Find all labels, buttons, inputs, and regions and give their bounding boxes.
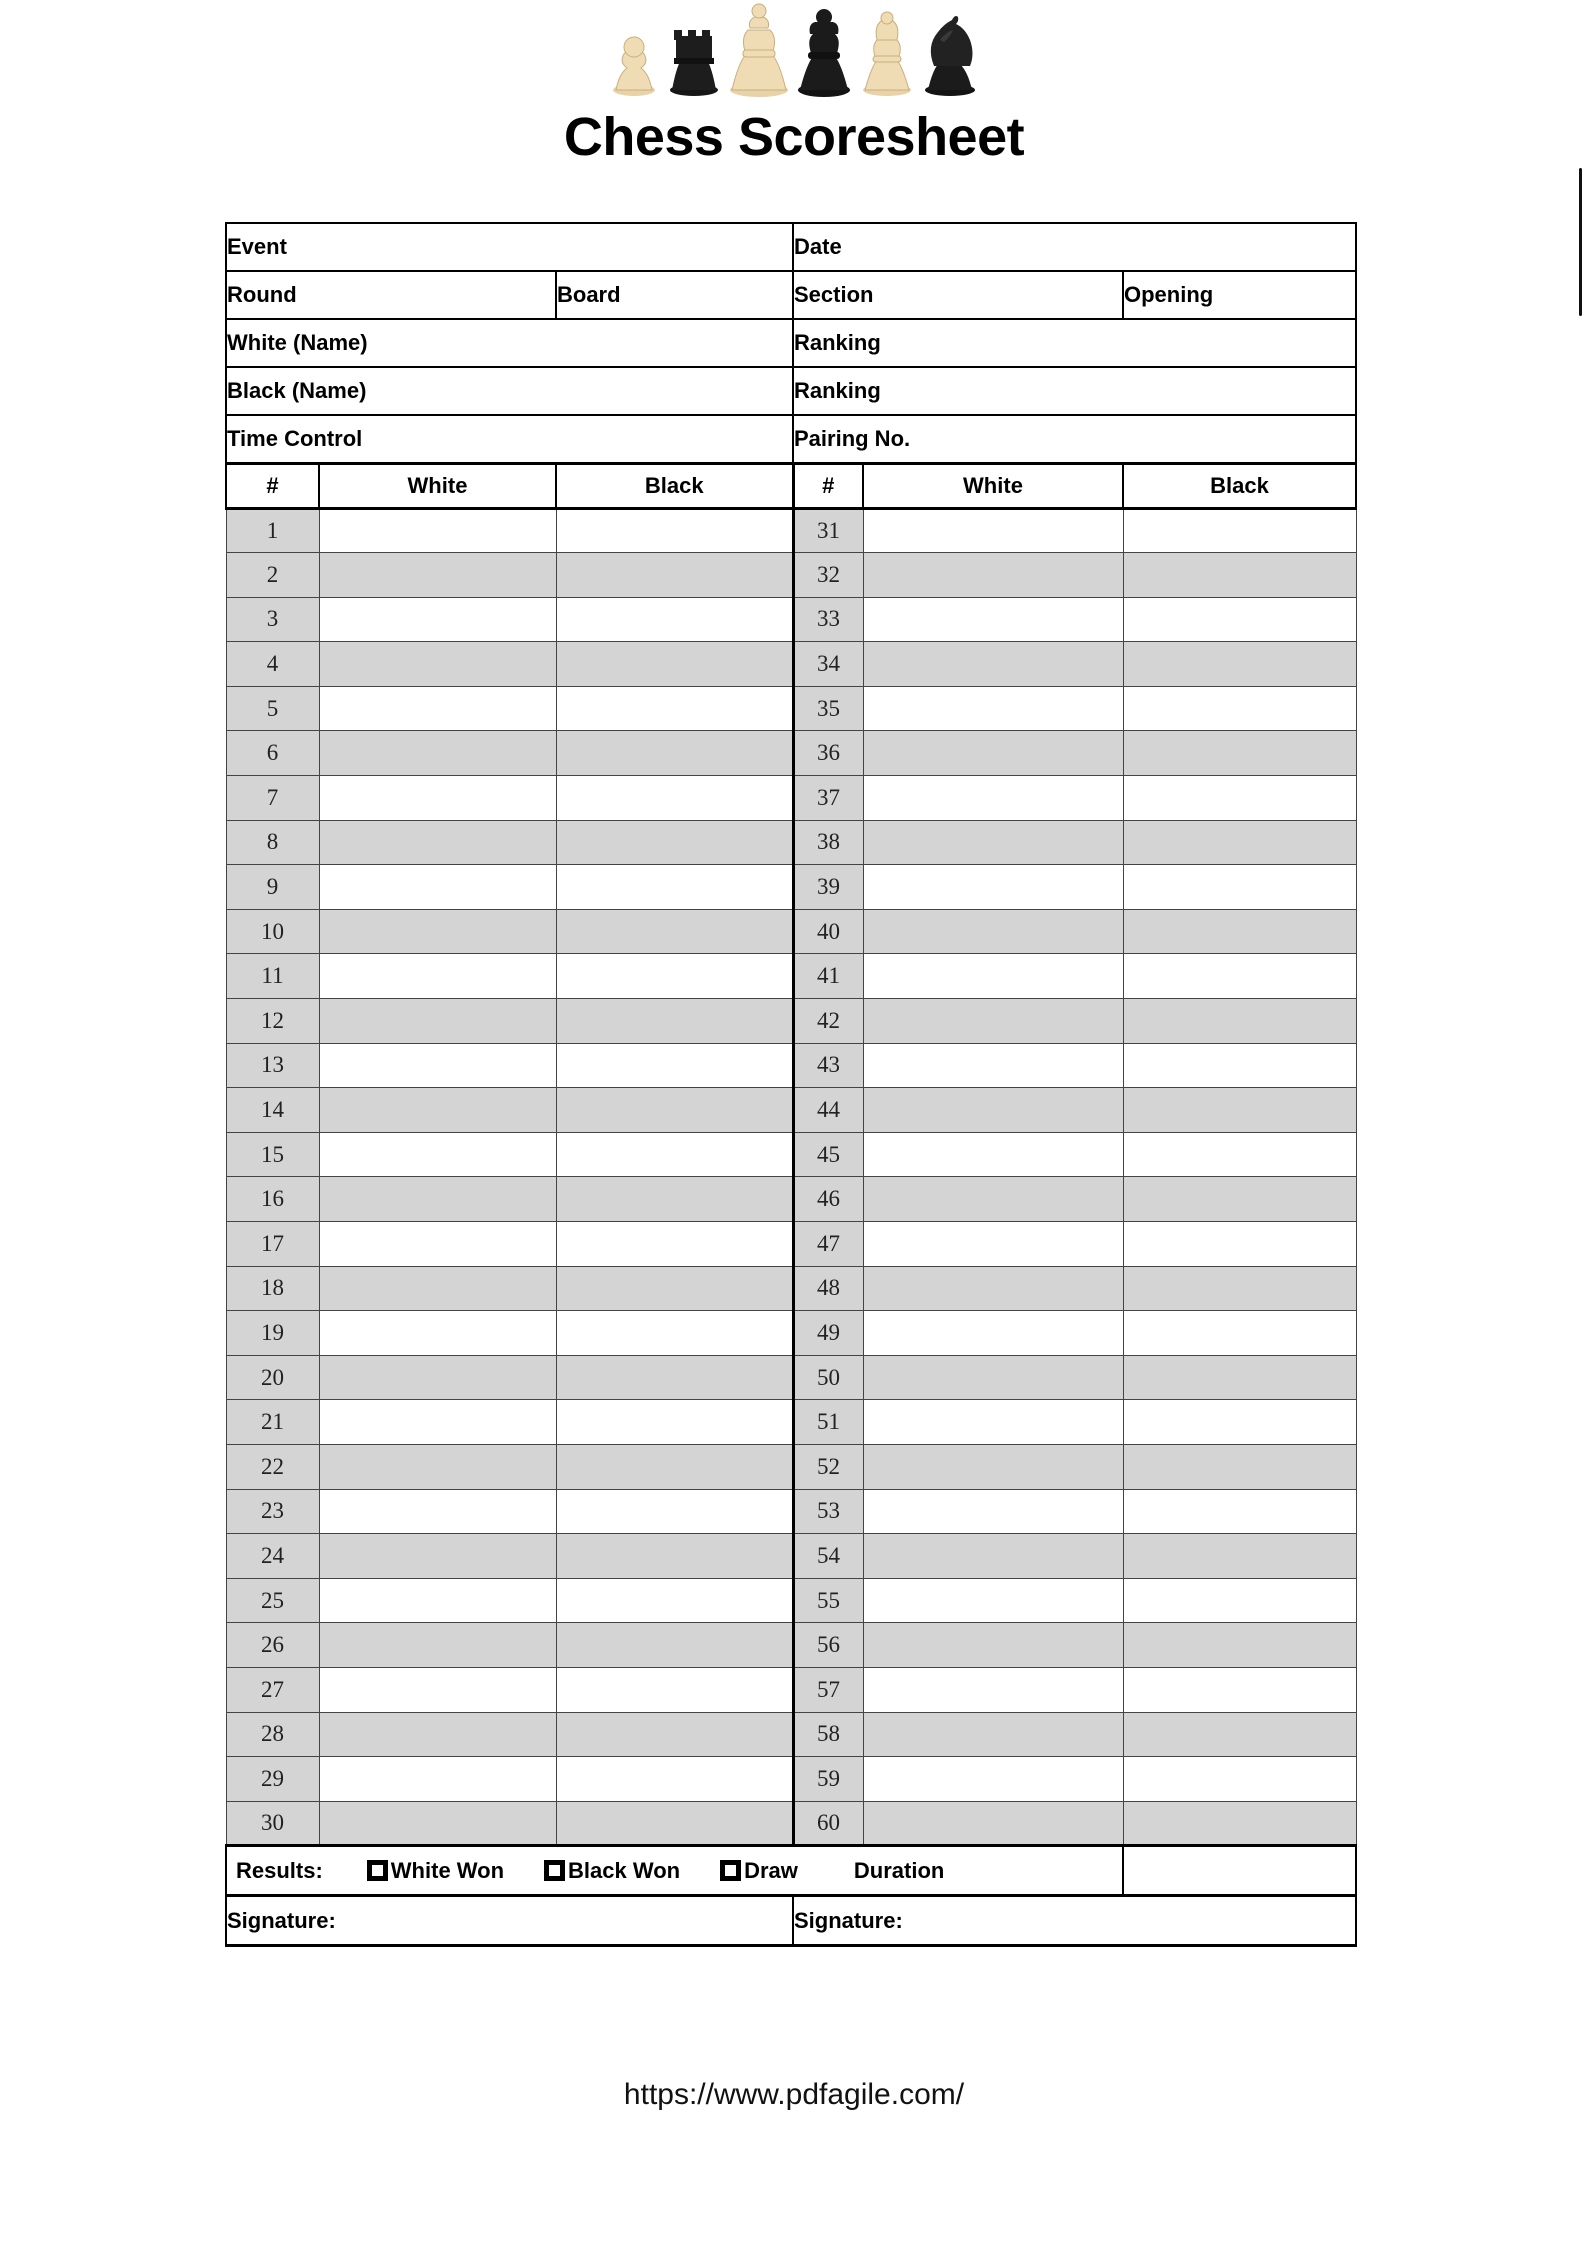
white-bishop-icon xyxy=(863,12,911,96)
move-black-left[interactable] xyxy=(556,1801,793,1846)
move-number-right: 36 xyxy=(793,731,863,776)
move-white-left[interactable] xyxy=(319,1355,556,1400)
table-row xyxy=(226,686,1356,731)
table-row xyxy=(226,1801,1356,1846)
move-black-left[interactable] xyxy=(556,1266,793,1311)
move-number-right: 42 xyxy=(793,999,863,1044)
table-row xyxy=(226,1177,1356,1222)
table-row xyxy=(226,642,1356,687)
move-number-left: 1 xyxy=(226,508,319,553)
field-black-ranking[interactable]: Ranking xyxy=(793,367,1356,415)
move-number-right: 59 xyxy=(793,1757,863,1802)
move-white-right[interactable] xyxy=(863,954,1123,999)
move-white-right[interactable] xyxy=(863,1444,1123,1489)
move-black-right[interactable] xyxy=(1123,820,1356,865)
table-row xyxy=(226,1623,1356,1668)
move-number-right: 46 xyxy=(793,1177,863,1222)
move-white-right[interactable] xyxy=(863,1400,1123,1445)
checkbox-icon[interactable] xyxy=(544,1860,565,1881)
chess-pieces-image xyxy=(604,0,984,105)
move-number-right: 52 xyxy=(793,1444,863,1489)
move-number-left: 2 xyxy=(226,553,319,598)
move-black-right[interactable] xyxy=(1123,1667,1356,1712)
moves-column-headers xyxy=(226,463,1356,508)
move-black-left[interactable] xyxy=(556,1667,793,1712)
move-white-right[interactable] xyxy=(863,1088,1123,1133)
move-white-right[interactable] xyxy=(863,865,1123,910)
table-row xyxy=(226,776,1356,821)
move-number-right: 39 xyxy=(793,865,863,910)
move-white-right[interactable] xyxy=(863,1667,1123,1712)
move-black-left[interactable] xyxy=(556,1400,793,1445)
move-number-left: 15 xyxy=(226,1132,319,1177)
results-label: Results: xyxy=(236,1857,323,1883)
move-white-right[interactable] xyxy=(863,1177,1123,1222)
move-white-right[interactable] xyxy=(863,1266,1123,1311)
row-white-name xyxy=(226,319,1356,367)
move-white-right[interactable] xyxy=(863,597,1123,642)
move-black-right[interactable] xyxy=(1123,1311,1356,1356)
move-number-right: 54 xyxy=(793,1534,863,1579)
move-white-left[interactable] xyxy=(319,1801,556,1846)
move-number-left: 20 xyxy=(226,1355,319,1400)
black-knight-icon xyxy=(925,16,975,96)
move-number-right: 51 xyxy=(793,1400,863,1445)
move-black-right[interactable] xyxy=(1123,553,1356,598)
move-black-left[interactable] xyxy=(556,909,793,954)
move-white-left[interactable] xyxy=(319,1757,556,1802)
field-round[interactable]: Round xyxy=(226,271,556,319)
table-row xyxy=(226,1088,1356,1133)
move-white-left[interactable] xyxy=(319,1489,556,1534)
move-white-right[interactable] xyxy=(863,642,1123,687)
row-round-board-section-opening xyxy=(226,271,1356,319)
table-row xyxy=(226,1444,1356,1489)
move-number-left: 29 xyxy=(226,1757,319,1802)
move-white-right[interactable] xyxy=(863,1801,1123,1846)
results-cell xyxy=(226,1846,1123,1896)
move-number-left: 8 xyxy=(226,820,319,865)
move-white-right[interactable] xyxy=(863,1355,1123,1400)
move-black-right[interactable] xyxy=(1123,1801,1356,1846)
move-number-left: 21 xyxy=(226,1400,319,1445)
move-white-right[interactable] xyxy=(863,1712,1123,1757)
move-white-left[interactable] xyxy=(319,1444,556,1489)
black-won-label: Black Won xyxy=(568,1857,681,1883)
move-number-right: 31 xyxy=(793,508,863,553)
move-black-right[interactable] xyxy=(1123,1534,1356,1579)
move-black-left[interactable] xyxy=(556,1177,793,1222)
move-number-left: 22 xyxy=(226,1444,319,1489)
move-black-right[interactable] xyxy=(1123,1355,1356,1400)
move-black-left[interactable] xyxy=(556,954,793,999)
move-number-left: 3 xyxy=(226,597,319,642)
table-row xyxy=(226,1355,1356,1400)
move-number-right: 34 xyxy=(793,642,863,687)
move-white-right[interactable] xyxy=(863,686,1123,731)
move-white-left[interactable] xyxy=(319,954,556,999)
move-black-left[interactable] xyxy=(556,1088,793,1133)
move-white-left[interactable] xyxy=(319,820,556,865)
move-white-left[interactable] xyxy=(319,1177,556,1222)
move-number-left: 12 xyxy=(226,999,319,1044)
move-white-left[interactable] xyxy=(319,909,556,954)
move-number-right: 37 xyxy=(793,776,863,821)
table-row xyxy=(226,1534,1356,1579)
move-white-left[interactable] xyxy=(319,1266,556,1311)
move-black-left[interactable] xyxy=(556,820,793,865)
table-row xyxy=(226,553,1356,598)
table-row xyxy=(226,597,1356,642)
move-black-left[interactable] xyxy=(556,865,793,910)
move-black-left[interactable] xyxy=(556,1578,793,1623)
table-row xyxy=(226,1311,1356,1356)
field-section[interactable]: Section xyxy=(793,271,1123,319)
move-white-left[interactable] xyxy=(319,1400,556,1445)
move-white-right[interactable] xyxy=(863,1043,1123,1088)
move-number-left: 28 xyxy=(226,1712,319,1757)
move-number-right: 47 xyxy=(793,1222,863,1267)
move-white-left[interactable] xyxy=(319,642,556,687)
move-white-right[interactable] xyxy=(863,1222,1123,1267)
move-black-left[interactable] xyxy=(556,553,793,598)
field-pairing-no[interactable]: Pairing No. xyxy=(793,415,1356,463)
move-number-right: 43 xyxy=(793,1043,863,1088)
table-row xyxy=(226,1712,1356,1757)
move-black-left[interactable] xyxy=(556,642,793,687)
move-black-left[interactable] xyxy=(556,1489,793,1534)
move-number-left: 27 xyxy=(226,1667,319,1712)
black-queen-icon xyxy=(798,9,850,97)
move-number-left: 9 xyxy=(226,865,319,910)
field-date[interactable]: Date xyxy=(793,223,1356,271)
move-number-left: 14 xyxy=(226,1088,319,1133)
move-black-left[interactable] xyxy=(556,1712,793,1757)
move-black-right[interactable] xyxy=(1123,1489,1356,1534)
move-white-right[interactable] xyxy=(863,553,1123,598)
footer-url[interactable]: https://www.pdfagile.com/ xyxy=(623,2078,965,2111)
move-white-right[interactable] xyxy=(863,731,1123,776)
move-black-left[interactable] xyxy=(556,1043,793,1088)
move-white-left[interactable] xyxy=(319,731,556,776)
checkbox-icon[interactable] xyxy=(720,1860,741,1881)
move-black-left[interactable] xyxy=(556,731,793,776)
move-number-right: 56 xyxy=(793,1623,863,1668)
move-black-right[interactable] xyxy=(1123,1623,1356,1668)
field-white-name[interactable]: White (Name) xyxy=(226,319,793,367)
table-row xyxy=(226,820,1356,865)
move-white-right[interactable] xyxy=(863,820,1123,865)
move-number-left: 11 xyxy=(226,954,319,999)
move-number-left: 23 xyxy=(226,1489,319,1534)
vertical-scrollbar[interactable] xyxy=(1579,168,1582,316)
signature-white[interactable]: Signature: xyxy=(226,1896,793,1946)
move-number-left: 19 xyxy=(226,1311,319,1356)
move-number-left: 10 xyxy=(226,909,319,954)
move-white-left[interactable] xyxy=(319,1222,556,1267)
move-black-left[interactable] xyxy=(556,776,793,821)
table-row xyxy=(226,1489,1356,1534)
move-black-left[interactable] xyxy=(556,1534,793,1579)
move-white-left[interactable] xyxy=(319,1667,556,1712)
move-white-left[interactable] xyxy=(319,999,556,1044)
duration-label: Duration xyxy=(853,1857,945,1883)
move-number-left: 24 xyxy=(226,1534,319,1579)
move-black-left[interactable] xyxy=(556,1623,793,1668)
field-board[interactable]: Board xyxy=(556,271,793,319)
move-number-left: 6 xyxy=(226,731,319,776)
move-number-right: 41 xyxy=(793,954,863,999)
move-number-left: 7 xyxy=(226,776,319,821)
move-number-right: 58 xyxy=(793,1712,863,1757)
move-white-right[interactable] xyxy=(863,1311,1123,1356)
move-white-left[interactable] xyxy=(319,1043,556,1088)
move-number-left: 17 xyxy=(226,1222,319,1267)
move-number-right: 50 xyxy=(793,1355,863,1400)
table-row xyxy=(226,731,1356,776)
move-number-right: 55 xyxy=(793,1578,863,1623)
draw-label: Draw xyxy=(744,1857,798,1883)
move-black-left[interactable] xyxy=(556,686,793,731)
white-pawn-icon xyxy=(613,37,655,96)
move-black-right[interactable] xyxy=(1123,1222,1356,1267)
header-num-left: # xyxy=(226,463,319,508)
move-number-right: 45 xyxy=(793,1132,863,1177)
move-number-right: 32 xyxy=(793,553,863,598)
move-number-left: 25 xyxy=(226,1578,319,1623)
move-white-left[interactable] xyxy=(319,1534,556,1579)
move-number-left: 26 xyxy=(226,1623,319,1668)
table-row xyxy=(226,508,1356,553)
row-black-name xyxy=(226,367,1356,415)
table-row xyxy=(226,1667,1356,1712)
move-white-left[interactable] xyxy=(319,1088,556,1133)
move-number-left: 30 xyxy=(226,1801,319,1846)
move-white-left[interactable] xyxy=(319,508,556,553)
move-white-left[interactable] xyxy=(319,776,556,821)
header-white-right: White xyxy=(863,463,1123,508)
table-row xyxy=(226,954,1356,999)
move-black-right[interactable] xyxy=(1123,999,1356,1044)
move-black-right[interactable] xyxy=(1123,1400,1356,1445)
move-black-left[interactable] xyxy=(556,508,793,553)
move-number-right: 48 xyxy=(793,1266,863,1311)
move-black-right[interactable] xyxy=(1123,508,1356,553)
move-number-right: 40 xyxy=(793,909,863,954)
move-white-left[interactable] xyxy=(319,686,556,731)
move-black-right[interactable] xyxy=(1123,776,1356,821)
move-black-right[interactable] xyxy=(1123,1578,1356,1623)
black-rook-icon xyxy=(670,30,718,96)
draw-option[interactable] xyxy=(720,1858,798,1884)
move-black-left[interactable] xyxy=(556,1132,793,1177)
move-number-left: 5 xyxy=(226,686,319,731)
move-black-right[interactable] xyxy=(1123,1088,1356,1133)
table-row xyxy=(226,1266,1356,1311)
row-results xyxy=(226,1846,1356,1896)
move-black-left[interactable] xyxy=(556,1222,793,1267)
move-white-left[interactable] xyxy=(319,553,556,598)
field-white-ranking[interactable]: Ranking xyxy=(793,319,1356,367)
scoresheet-table xyxy=(225,222,1357,1947)
table-row xyxy=(226,1043,1356,1088)
table-row xyxy=(226,909,1356,954)
move-black-right[interactable] xyxy=(1123,1444,1356,1489)
header-num-right: # xyxy=(793,463,863,508)
duration-value-field[interactable] xyxy=(1123,1846,1356,1896)
move-black-left[interactable] xyxy=(556,597,793,642)
white-won-label: White Won xyxy=(390,1857,505,1883)
header-white-left: White xyxy=(319,463,556,508)
move-black-right[interactable] xyxy=(1123,1266,1356,1311)
move-white-right[interactable] xyxy=(863,1623,1123,1668)
white-king-icon xyxy=(730,4,788,97)
field-black-name[interactable]: Black (Name) xyxy=(226,367,793,415)
move-number-right: 44 xyxy=(793,1088,863,1133)
move-white-right[interactable] xyxy=(863,1578,1123,1623)
move-white-left[interactable] xyxy=(319,1132,556,1177)
move-black-right[interactable] xyxy=(1123,1043,1356,1088)
move-black-left[interactable] xyxy=(556,1444,793,1489)
row-time-control xyxy=(226,415,1356,463)
move-black-right[interactable] xyxy=(1123,1132,1356,1177)
move-black-right[interactable] xyxy=(1123,731,1356,776)
move-white-right[interactable] xyxy=(863,1489,1123,1534)
move-black-right[interactable] xyxy=(1123,1712,1356,1757)
table-row xyxy=(226,1132,1356,1177)
move-number-left: 16 xyxy=(226,1177,319,1222)
move-white-left[interactable] xyxy=(319,1623,556,1668)
black-won-option[interactable] xyxy=(544,1858,680,1884)
field-opening[interactable]: Opening xyxy=(1123,271,1356,319)
move-number-right: 38 xyxy=(793,820,863,865)
move-white-right[interactable] xyxy=(863,508,1123,553)
move-black-right[interactable] xyxy=(1123,642,1356,687)
row-signatures xyxy=(226,1896,1356,1946)
table-row xyxy=(226,1222,1356,1267)
move-white-right[interactable] xyxy=(863,776,1123,821)
move-black-left[interactable] xyxy=(556,1311,793,1356)
move-white-left[interactable] xyxy=(319,1311,556,1356)
move-number-left: 18 xyxy=(226,1266,319,1311)
move-number-right: 57 xyxy=(793,1667,863,1712)
table-row xyxy=(226,865,1356,910)
move-number-right: 35 xyxy=(793,686,863,731)
move-number-right: 53 xyxy=(793,1489,863,1534)
table-row xyxy=(226,1757,1356,1802)
white-won-option[interactable] xyxy=(367,1858,504,1884)
move-white-left[interactable] xyxy=(319,865,556,910)
field-time-control[interactable]: Time Control xyxy=(226,415,793,463)
page-header xyxy=(0,0,1588,166)
move-number-right: 60 xyxy=(793,1801,863,1846)
move-black-right[interactable] xyxy=(1123,865,1356,910)
move-white-left[interactable] xyxy=(319,597,556,642)
move-white-right[interactable] xyxy=(863,909,1123,954)
signature-black[interactable]: Signature: xyxy=(793,1896,1356,1946)
page-title: Chess Scoresheet xyxy=(563,107,1025,167)
move-number-right: 33 xyxy=(793,597,863,642)
header-black-right: Black xyxy=(1123,463,1356,508)
move-black-right[interactable] xyxy=(1123,597,1356,642)
table-row xyxy=(226,1578,1356,1623)
row-event-date xyxy=(226,223,1356,271)
move-black-left[interactable] xyxy=(556,999,793,1044)
move-number-left: 13 xyxy=(226,1043,319,1088)
move-white-right[interactable] xyxy=(863,1132,1123,1177)
move-black-right[interactable] xyxy=(1123,1757,1356,1802)
table-row xyxy=(226,999,1356,1044)
move-black-right[interactable] xyxy=(1123,954,1356,999)
move-black-right[interactable] xyxy=(1123,686,1356,731)
move-number-right: 49 xyxy=(793,1311,863,1356)
move-white-right[interactable] xyxy=(863,999,1123,1044)
move-white-left[interactable] xyxy=(319,1712,556,1757)
move-white-right[interactable] xyxy=(863,1757,1123,1802)
header-black-left: Black xyxy=(556,463,793,508)
table-row xyxy=(226,1400,1356,1445)
move-number-left: 4 xyxy=(226,642,319,687)
checkbox-icon[interactable] xyxy=(367,1860,388,1881)
move-black-left[interactable] xyxy=(556,1355,793,1400)
field-event[interactable]: Event xyxy=(226,223,793,271)
move-black-right[interactable] xyxy=(1123,909,1356,954)
move-black-left[interactable] xyxy=(556,1757,793,1802)
move-white-left[interactable] xyxy=(319,1578,556,1623)
move-white-right[interactable] xyxy=(863,1534,1123,1579)
move-black-right[interactable] xyxy=(1123,1177,1356,1222)
